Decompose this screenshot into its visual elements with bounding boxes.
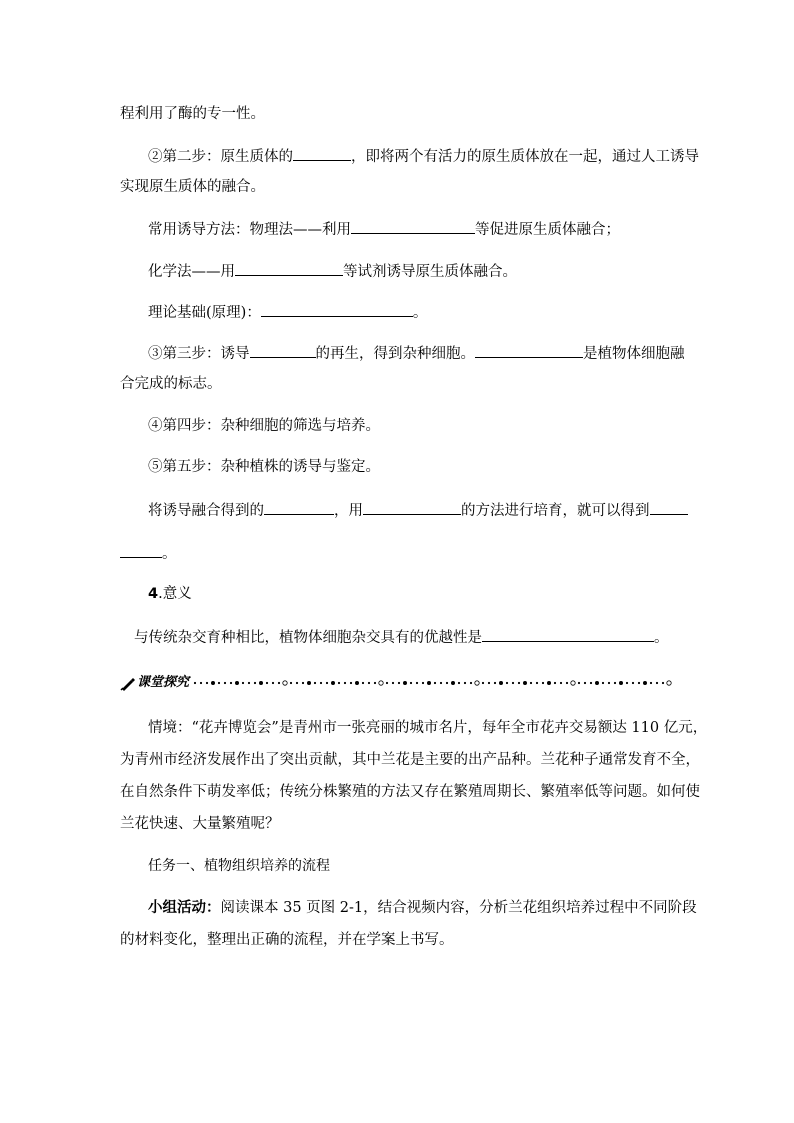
- paragraph-step3: [148, 342, 685, 364]
- divider-dot: [355, 681, 359, 685]
- scenario-line: 为青州市经济发展作出了突出贡献，其中兰花是主要的出产品种。兰花种子通常发育不全，: [120, 752, 700, 768]
- divider-dot: [638, 682, 640, 684]
- text-segment: 等促进原生质体融合；: [475, 222, 620, 238]
- divider-dot: [368, 682, 370, 684]
- divider-dot: [398, 682, 400, 684]
- fill-blank[interactable]: [363, 499, 461, 515]
- text-segment: 等试剂诱导原生质体融合。: [343, 264, 517, 280]
- paragraph-line: 程利用了酶的专一性。: [120, 106, 265, 122]
- divider-dot: [386, 682, 388, 684]
- heading-number: 4: [148, 586, 159, 602]
- divider-dot: [290, 682, 292, 684]
- divider-dot: [626, 682, 628, 684]
- divider-dot: [416, 682, 418, 684]
- divider-dot: [578, 682, 580, 684]
- divider-dot: [283, 681, 287, 685]
- dotted-divider: [192, 676, 676, 690]
- paragraph-cultivation: [148, 499, 688, 521]
- divider-dot: [536, 682, 538, 684]
- divider-dot: [314, 682, 316, 684]
- scenario-line: 情境：“花卉博览会”是青州市一张亮丽的城市名片，每年全市花卉交易额达 110 亿元，: [148, 720, 708, 736]
- divider-dot: [362, 682, 364, 684]
- activity-label: 小组活动：: [148, 899, 221, 916]
- divider-dot: [619, 681, 623, 685]
- divider-dot: [464, 682, 466, 684]
- fill-blank[interactable]: [351, 218, 475, 234]
- divider-dot: [224, 682, 226, 684]
- paragraph-induction-physical: [148, 218, 620, 240]
- divider-dot: [518, 682, 520, 684]
- scenario-line: 兰花快速、大量繁殖呢？: [120, 816, 280, 832]
- paragraph-step5: ⑤第五步：杂种植株的诱导与鉴定。: [148, 459, 380, 475]
- divider-dot: [248, 682, 250, 684]
- divider-dot: [272, 682, 274, 684]
- divider-dot: [326, 682, 328, 684]
- scenario-line: 在自然条件下萌发率低；传统分株繁殖的方法又存在繁殖周期长、繁殖率低等问题。如何使: [120, 784, 700, 800]
- divider-dot: [614, 682, 616, 684]
- divider-dot: [446, 682, 448, 684]
- divider-dot: [530, 682, 532, 684]
- divider-dot: [392, 682, 394, 684]
- text-segment: 是植物体细胞融: [583, 346, 685, 362]
- divider-dot: [547, 681, 551, 685]
- divider-dot: [410, 682, 412, 684]
- divider-dot: [650, 682, 652, 684]
- activity-line: [148, 898, 697, 918]
- divider-dot: [320, 682, 322, 684]
- divider-dot: [235, 681, 239, 685]
- text-segment: 阅读课本 35 页图 2-1，结合视频内容，分析兰花组织培养过程中不同阶段: [220, 900, 697, 916]
- divider-dot: [374, 682, 376, 684]
- divider-dot: [560, 682, 562, 684]
- text-segment: ，用: [334, 503, 363, 519]
- text-segment: 的再生，得到杂种细胞。: [315, 346, 475, 362]
- divider-dot: [643, 681, 647, 685]
- paragraph-induction-chemical: [148, 260, 517, 282]
- divider-dot: [512, 682, 514, 684]
- divider-dot: [350, 682, 352, 684]
- paragraph-significance: [134, 626, 669, 648]
- divider-dot: [434, 682, 436, 684]
- divider-dot: [499, 681, 503, 685]
- divider-dot: [488, 682, 490, 684]
- text-segment: ，即将两个有活力的原生质体放在一起，通过人工诱导: [351, 149, 699, 165]
- text-segment: 。: [654, 630, 669, 646]
- divider-dot: [595, 681, 599, 685]
- fill-blank[interactable]: [293, 145, 351, 161]
- divider-dot: [451, 681, 455, 685]
- divider-dot: [331, 681, 335, 685]
- paragraph-line: [120, 542, 177, 564]
- divider-dot: [254, 682, 256, 684]
- divider-dot: [608, 682, 610, 684]
- divider-dot: [242, 682, 244, 684]
- paragraph-line: 实现原生质体的融合。: [120, 179, 265, 195]
- divider-dot: [230, 682, 232, 684]
- divider-dot: [266, 682, 268, 684]
- divider-dot: [566, 682, 568, 684]
- divider-dot: [571, 681, 575, 685]
- text-segment: 。: [162, 546, 177, 562]
- divider-dot: [590, 682, 592, 684]
- divider-dot: [296, 682, 298, 684]
- section-header: [120, 676, 676, 690]
- divider-dot: [667, 681, 671, 685]
- paragraph-theory: [148, 301, 427, 323]
- divider-dot: [542, 682, 544, 684]
- fill-blank[interactable]: [235, 260, 343, 276]
- text-segment: 的方法进行培育，就可以得到: [461, 503, 650, 519]
- divider-dot: [403, 681, 407, 685]
- divider-dot: [662, 682, 664, 684]
- paragraph-step4: ④第四步：杂种细胞的筛选与培养。: [148, 418, 380, 434]
- text-segment: 常用诱导方法：物理法——利用: [148, 222, 351, 238]
- text-segment: ②第二步：原生质体的: [148, 149, 293, 165]
- divider-dot: [259, 681, 263, 685]
- divider-dot: [338, 682, 340, 684]
- divider-dot: [200, 682, 202, 684]
- divider-dot: [584, 682, 586, 684]
- divider-dot: [194, 682, 196, 684]
- divider-dot: [218, 682, 220, 684]
- divider-dot: [523, 681, 527, 685]
- divider-dot: [344, 682, 346, 684]
- text-segment: 将诱导融合得到的: [148, 503, 264, 519]
- divider-dot: [602, 682, 604, 684]
- section-title: 课堂探究: [137, 675, 190, 690]
- divider-dot: [278, 682, 280, 684]
- divider-dot: [302, 682, 304, 684]
- text-segment: ③第三步：诱导: [148, 346, 250, 362]
- activity-line: 的材料变化，整理出正确的流程，并在学案上书写。: [120, 932, 454, 948]
- divider-dot: [440, 682, 442, 684]
- divider-dot: [427, 681, 431, 685]
- divider-dot: [554, 682, 556, 684]
- divider-dot: [458, 682, 460, 684]
- divider-dot: [206, 682, 208, 684]
- text-segment: 。: [412, 305, 428, 321]
- fill-blank[interactable]: [264, 499, 334, 515]
- fill-blank[interactable]: [482, 626, 654, 642]
- fill-blank[interactable]: [261, 301, 413, 317]
- divider-dot: [475, 681, 479, 685]
- fill-blank[interactable]: [650, 499, 688, 515]
- divider-dot: [307, 681, 311, 685]
- divider-dot: [506, 682, 508, 684]
- heading-text: .意义: [158, 586, 192, 602]
- text-segment: 与传统杂交育种相比，植物体细胞杂交具有的优越性是: [134, 630, 482, 646]
- task-title: 任务一、植物组织培养的流程: [148, 858, 330, 874]
- text-segment: 化学法——用: [148, 264, 235, 280]
- pen-icon: [120, 676, 136, 695]
- divider-dot: [470, 682, 472, 684]
- divider-dot: [494, 682, 496, 684]
- divider-dot: [379, 681, 383, 685]
- heading-significance: [148, 584, 192, 604]
- fill-blank[interactable]: [250, 342, 316, 358]
- paragraph-step2: [148, 145, 699, 167]
- fill-blank[interactable]: [475, 342, 583, 358]
- fill-blank[interactable]: [120, 542, 162, 558]
- divider-dot: [482, 682, 484, 684]
- divider-dot: [656, 682, 658, 684]
- divider-dot: [422, 682, 424, 684]
- divider-dot: [211, 681, 215, 685]
- paragraph-line: 合完成的标志。: [120, 376, 222, 392]
- divider-dot: [632, 682, 634, 684]
- text-segment: 理论基础(原理)：: [148, 305, 261, 321]
